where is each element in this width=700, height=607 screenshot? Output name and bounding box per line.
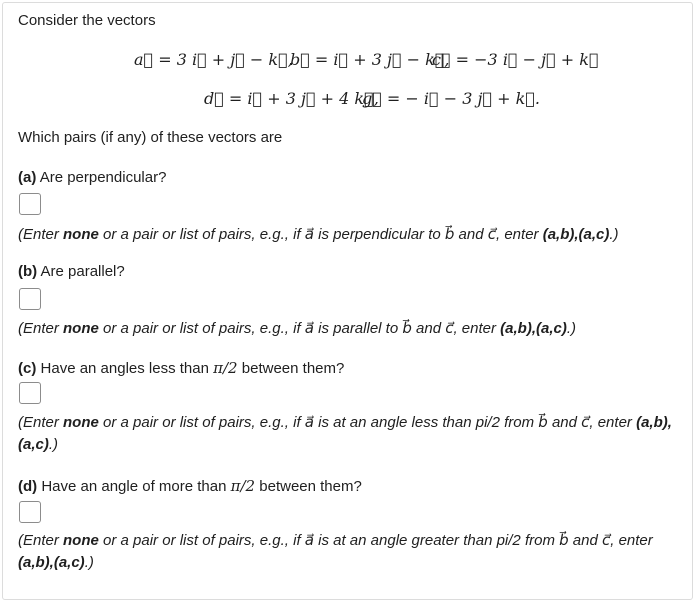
hint-d-pre: (Enter [18, 532, 64, 549]
part-a-answer-input[interactable] [19, 193, 41, 215]
hint-c-mid: or a pair or list of pairs, e.g., if a⃗ is at an angle less than pi/2 from b⃗ and c⃗, enter [98, 414, 637, 431]
hint-a-mid: or a pair or list of pairs, e.g., if a⃗ is perpendicular to b⃗ and c⃗, enter [98, 226, 543, 243]
intro-text: Consider the vectors [18, 12, 156, 29]
part-a-hint [18, 224, 678, 246]
vector-b-equation: b⃗ = i⃗ + 3 j⃗ − k⃗, [290, 50, 450, 69]
part-d-question-pre: Have an angle of more than [41, 478, 231, 495]
hint-c-example: (a,b),(a,c) [18, 414, 672, 453]
part-c-answer-input[interactable] [19, 382, 41, 404]
part-b-question: Are parallel? [40, 263, 125, 280]
hint-b-example: (a,b),(a,c) [500, 320, 567, 337]
hint-c-pre: (Enter [18, 414, 64, 431]
part-d-answer-input[interactable] [19, 501, 41, 523]
part-d-math: π/2 [230, 477, 256, 495]
part-b-prompt [18, 262, 125, 282]
hint-d-mid: or a pair or list of pairs, e.g., if a⃗ is at an angle greater than pi/2 from b⃗ and c⃗, enter [98, 532, 653, 549]
part-d-hint [18, 530, 678, 574]
hint-a-none: none [63, 226, 99, 243]
part-b-answer-input[interactable] [19, 288, 41, 310]
part-d-label: (d) [18, 478, 38, 495]
hint-a-end: .) [609, 226, 619, 243]
hint-c-end: .) [48, 436, 59, 453]
hint-c-none: none [63, 414, 99, 431]
part-b-hint [18, 318, 678, 340]
hint-b-mid: or a pair or list of pairs, e.g., if a⃗ is parallel to b⃗ and c⃗, enter [98, 320, 501, 337]
hint-b-pre: (Enter [18, 320, 64, 337]
part-c-question-pre: Have an angles less than [40, 360, 214, 377]
hint-d-none: none [63, 532, 99, 549]
part-d-question-post: between them? [255, 478, 362, 495]
part-d-prompt [18, 476, 362, 497]
vector-c-equation: c⃗ = −3 i⃗ − j⃗ + k⃗ [432, 50, 599, 69]
hint-d-end: .) [84, 554, 94, 571]
part-a-question: Are perpendicular? [39, 169, 167, 186]
part-b-label: (b) [18, 263, 38, 280]
hint-a-pre: (Enter [18, 226, 64, 243]
part-c-hint [18, 412, 678, 456]
hint-d-example: (a,b),(a,c) [18, 554, 85, 571]
part-c-label: (c) [18, 360, 37, 377]
part-c-question-post: between them? [237, 360, 345, 377]
question-text: Which pairs (if any) of these vectors are [18, 129, 283, 146]
part-c-math: π/2 [213, 359, 238, 377]
hint-a-example: (a,b),(a,c) [542, 226, 610, 243]
part-a-label: (a) [18, 169, 37, 186]
vector-g-equation: g⃗ = − i⃗ − 3 j⃗ + k⃗. [362, 89, 540, 108]
part-a-prompt [18, 168, 166, 188]
vector-d-equation: d⃗ = i⃗ + 3 j⃗ + 4 k⃗, [204, 89, 379, 108]
vector-a-equation: a⃗ = 3 i⃗ + j⃗ − k⃗, [134, 50, 293, 69]
part-c-prompt [18, 358, 344, 379]
hint-b-end: .) [566, 320, 577, 337]
hint-b-none: none [63, 320, 99, 337]
